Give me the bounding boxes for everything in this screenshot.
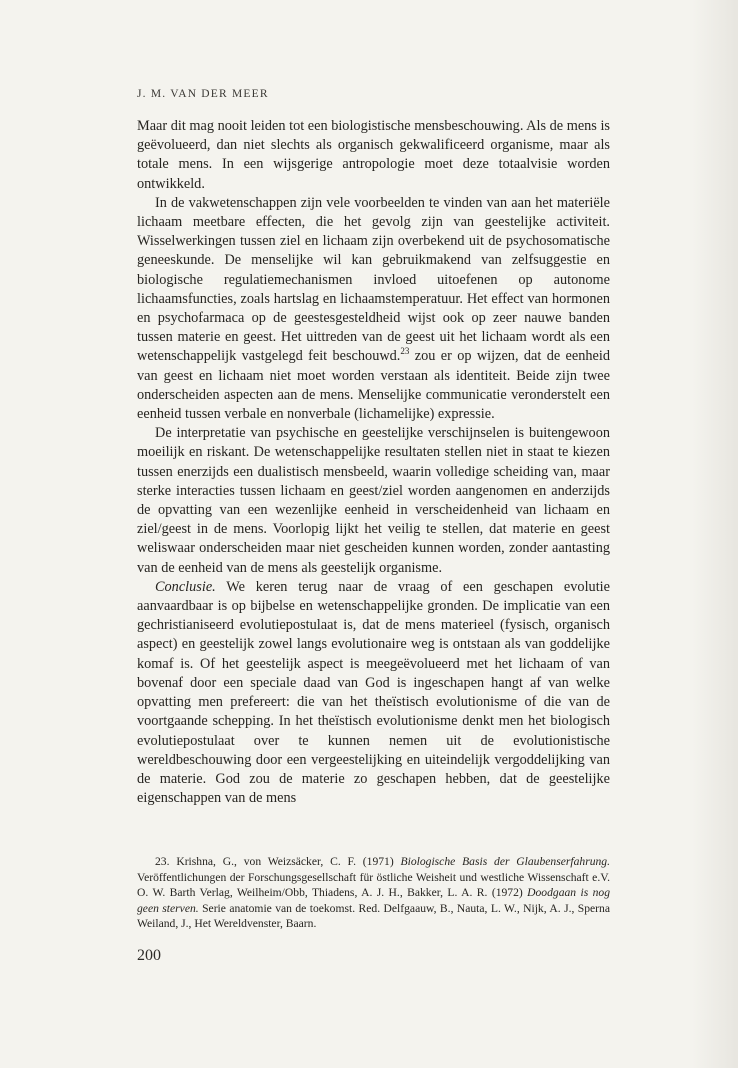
footnote-reference: 23 [400,346,410,357]
footnote-number: 23. [155,855,170,868]
paragraph: Maar dit mag nooit leiden tot een biologistische mensbeschouwing. Als de mens is geëvolueerd, dan niet slechts als organisch gekwalificeerd organisme, maar als totale mens. In een wijsgerige antropologie moet deze totaalvisie worden ontwikkeld. [137,118,610,192]
footnote-text: Veröffentlichungen der Forschungsgesellschaft für östliche Weisheit und westliche Wissenschaft e.V. O. W. Barth Verlag, Weilheim/Obb, Thiadens, A. J. H., Bakker, L. A. R. (1972) [137,870,610,900]
paragraph-text: zou er op wijzen, dat de eenheid van geest en lichaam niet moet worden verstaan als identiteit. Beide zijn twee onderscheiden aspecten aan de mens. Menselijke communicatie veronderstelt een eenheid tussen verbale en nonverbale (lichamelijke) expressie. [137,348,610,423]
body-text [137,117,610,808]
running-head: J. M. VAN DER MEER [137,88,269,100]
paragraph: De interpretatie van psychische en geestelijke verschijnselen is buitengewoon moeilijk en riskant. De wetenschappelijke resultaten stellen niet in staat te kiezen tussen enerzijds een dualistisch mensbeeld, waarin volledige scheiding van, maar sterke interacties tussen lichaam en geest/ziel worden aangenomen en anderzijds de opvatting van een wezenlijke eenheid in verscheidenheid van lichaam en ziel/geest in de mens. Voorlopig lijkt het veilig te stellen, dat materie en geest weliswaar onderscheiden maar niet gescheiden kunnen worden, zonder aantasting van de eenheid van de mens als geestelijk organisme. [137,425,610,576]
footnote-text: Krishna, G., von Weizsäcker, C. F. (1971) [176,855,394,868]
footnote-title: Biologische Basis der Glaubenserfahrung. [400,855,611,868]
paragraph [137,194,610,424]
page-number: 200 [137,947,161,964]
footnote [137,854,610,932]
page-edge-shadow [692,0,738,1068]
paragraph-text: In de vakwetenschappen zijn vele voorbeelden te vinden van aan het materiële lichaam meetbare effecten, die het gevolg zijn van geestelijke activiteit. Wisselwerkingen tussen ziel en lichaam zijn overbekend uit de psychosomatische geneeskunde. De menselijke wil kan gebruikmakend van zelfsuggestie en biologische regulatiemechanismen invloed uitoefenen op autonome lichaamsfuncties, zoals hartslag en lichaamstemperatuur. Het effect van hormonen en psychofarmaca op de geestesgesteldheid wijst ook op zeer nauwe banden tussen materie en geest. Het uittreden van de geest uit het lichaam wordt als een wetenschappelijk vastgelegd feit beschouwd. [137,194,610,365]
footnote-text: Serie anatomie van de toekomst. Red. Delfgaauw, B., Nauta, L. W., Nijk, A. J., Sperna Weiland, J., Het Wereldvenster, Baarn. [137,901,610,931]
footnote-title: Doodgaan is nog geen sterven. [137,886,610,915]
paragraph [137,578,610,808]
section-label: Conclusie. [155,578,216,595]
paragraph-text: We keren terug naar de vraag of een geschapen evolutie aanvaardbaar is op bijbelse en wetenschappelijke gronden. De implicatie van een gechristianiseerd evolutiepostulaat is, dat de mens materieel (fysisch, organisch aspect) en geestelijk zowel langs evolutionaire weg is ontstaan als van goddelijke komaf is. Of het geestelijk aspect is meegeëvolueerd met het lichaam of van bovenaf door een speciale daad van God is ingeschapen hangt af van welke opvatting men prefereert: die van het theïstisch evolutionisme of die van de voortgaande schepping. In het theïstisch evolutionisme denkt men het biologisch evolutiepostulaat over te kunnen nemen uit de evolutionistische wereldbeschouwing door een vergeestelijking en uiteindelijk vergoddelijking van de materie. God zou de materie zo geschapen hebben, dat de geestelijke eigenschappen van de mens [137,578,610,807]
